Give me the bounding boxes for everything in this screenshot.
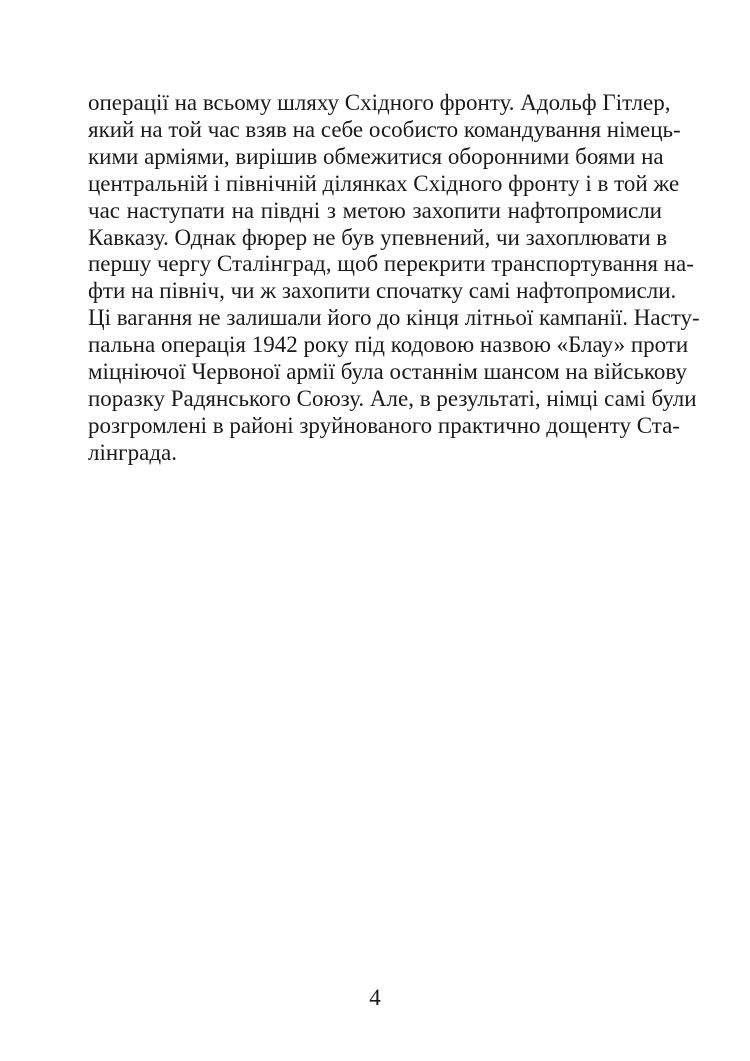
text-line: центральній і північній ділянках Східного фронту і в той же (88, 170, 680, 196)
text-line: пальна операція 1942 року під кодовою назвою «Блау» проти (88, 332, 689, 358)
text-line: лінграда. (88, 439, 177, 465)
text-line: час наступати на півдні з метою захопити нафтопромисли (88, 197, 662, 223)
page-number: 4 (369, 985, 381, 1010)
text-line: Кавказу. Однак фюрер не був упевнений, чи захоплювати в (88, 224, 668, 250)
text-line: розгромлені в районі зруйнованого практично дощенту Ста- (88, 412, 680, 438)
text-line: поразку Радянського Союзу. Але, в результаті, німці самі були (88, 385, 697, 411)
text-line: фти на північ, чи ж захопити спочатку самі нафтопромисли. (88, 278, 677, 304)
body-paragraph (88, 90, 700, 467)
text-line: першу чергу Сталінград, щоб перекрити транспортування на- (88, 251, 694, 277)
text-line: операції на всьому шляху Східного фронту. Адольф Гітлер, (88, 90, 671, 115)
text-line: кими арміями, вирішив обмежитися оборонними боями на (88, 143, 664, 169)
text-line: який на той час взяв на себе особисто командування німець- (88, 116, 681, 142)
text-line: Ці вагання не залишали його до кінця літньої кампанії. Насту- (88, 305, 700, 331)
text-line: міцніючої Червоної армії була останнім шансом на військову (88, 359, 688, 385)
